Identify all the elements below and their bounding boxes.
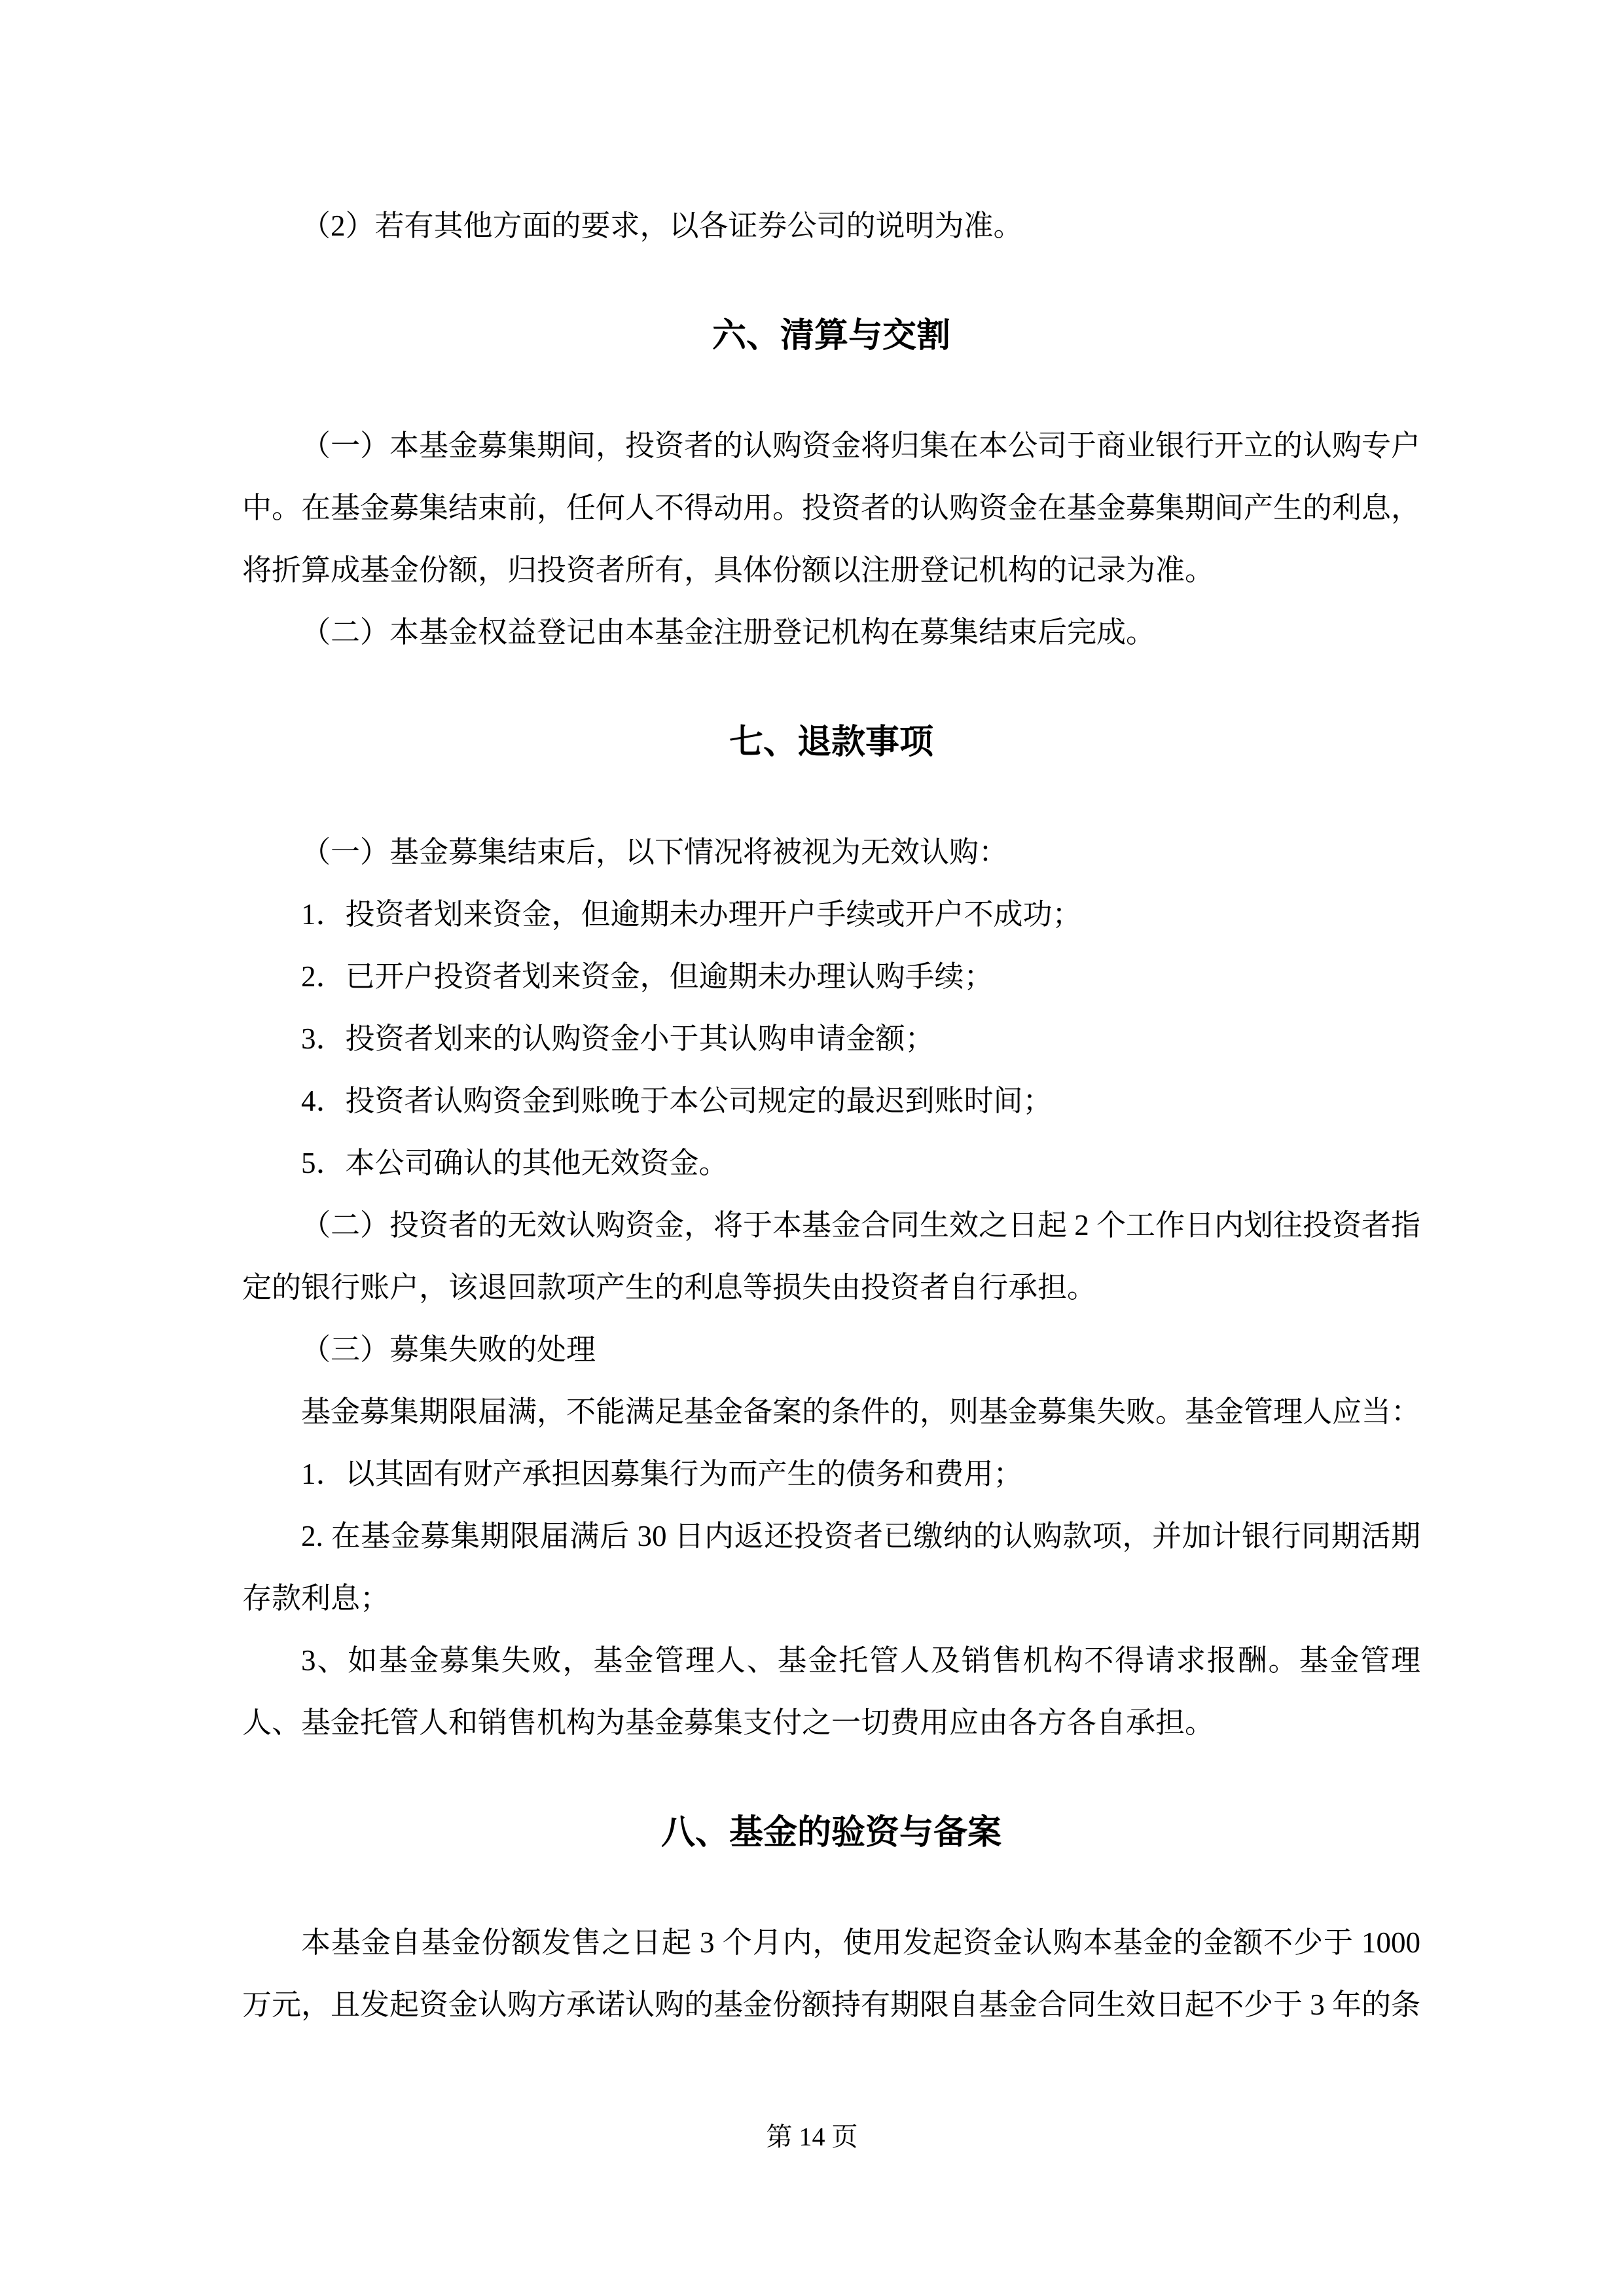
section-heading-6-clearing: 六、清算与交割 bbox=[712, 317, 950, 355]
paragraph-7-2-refund-transfer: （二）投资者的无效认购资金，将于本基金合同生效之日起 2 个工作日内划往投资者指定的银行账户，该退回款项产生的利息等损失由投资者自行承担。 bbox=[242, 1209, 1421, 1304]
page-number: 第 14 页 bbox=[766, 2122, 858, 2151]
list-item-failure-1: 1．以其固有财产承担因募集行为而产生的债务和费用； bbox=[301, 1458, 1023, 1490]
list-item-failure-3: 3、如基金募集失败，基金管理人、基金托管人及销售机构不得请求报酬。基金管理人、基金托管人和销售机构为基金募集支付之一切费用应由各方各自承担。 bbox=[242, 1644, 1420, 1739]
paragraph-7-1-invalid-subscription: （一）基金募集结束后，以下情况将被视为无效认购： bbox=[301, 836, 1009, 869]
list-item-invalid-2: 2．已开户投资者划来资金，但逾期未办理认购手续； bbox=[301, 960, 994, 993]
section-heading-7-refunds: 七、退款事项 bbox=[729, 723, 933, 761]
list-item-invalid-5: 5．本公司确认的其他无效资金。 bbox=[301, 1147, 729, 1179]
paragraph-8-seed-capital: 本基金自基金份额发售之日起 3 个月内，使用发起资金认购本基金的金额不少于 1000 万元，且发起资金认购方承诺认购的基金份额持有期限自基金合同生效日起不少于 3 年的条 bbox=[242, 1926, 1421, 2021]
list-item-invalid-1: 1．投资者划来资金，但逾期未办理开户手续或开户不成功； bbox=[301, 898, 1082, 931]
section-heading-8-verification: 八、基金的验资与备案 bbox=[660, 1814, 1001, 1852]
paragraph-6-1-fund-collection: （一）本基金募集期间，投资者的认购资金将归集在本公司于商业银行开立的认购专户中。在基金募集结束前，任何人不得动用。投资者的认购资金在基金募集期间产生的利息，将折算成基金份额，归投资者所有，具体份额以注册登记机构的记录为准。 bbox=[242, 429, 1421, 586]
list-item-invalid-4: 4．投资者认购资金到账晚于本公司规定的最迟到账时间； bbox=[301, 1085, 1053, 1117]
list-item-failure-2: 2. 在基金募集期限届满后 30 日内返还投资者已缴纳的认购款项，并加计银行同期活期存款利息； bbox=[242, 1520, 1420, 1615]
paragraph-failure-conditions: 基金募集期限届满，不能满足基金备案的条件的，则基金募集失败。基金管理人应当： bbox=[301, 1395, 1421, 1428]
list-item-invalid-3: 3．投资者划来的认购资金小于其认购申请金额； bbox=[301, 1022, 935, 1055]
paragraph-other-requirements: （2）若有其他方面的要求，以各证券公司的说明为准。 bbox=[301, 209, 1023, 242]
paragraph-6-2-equity-registration: （二）本基金权益登记由本基金注册登记机构在募集结束后完成。 bbox=[301, 616, 1156, 649]
paragraph-7-3-failure-handling: （三）募集失败的处理 bbox=[301, 1333, 596, 1366]
